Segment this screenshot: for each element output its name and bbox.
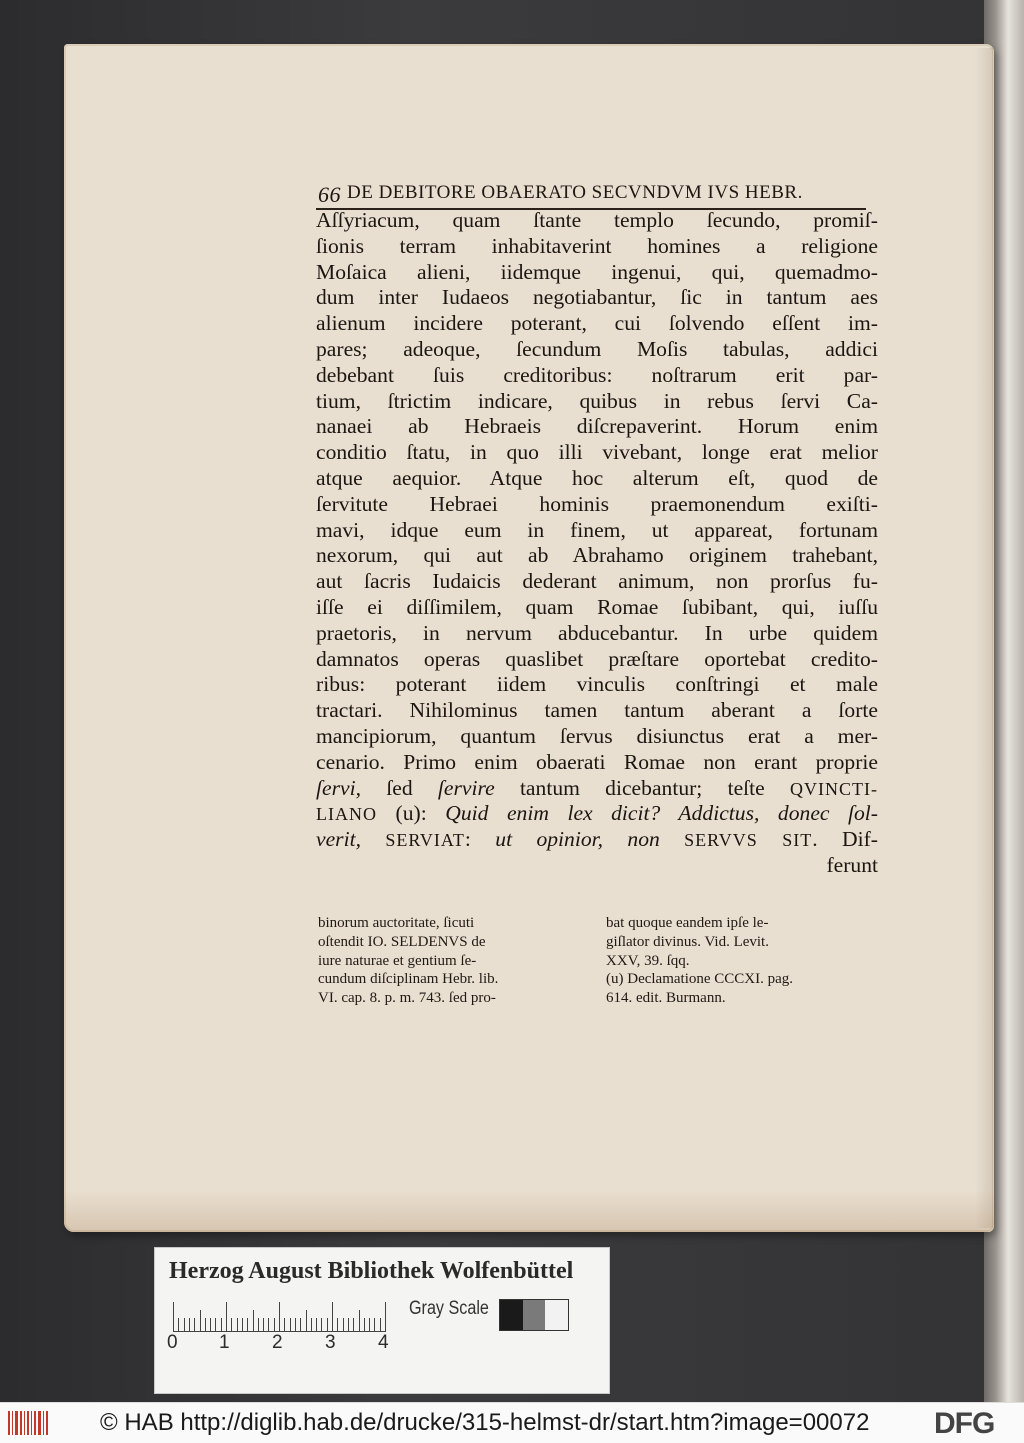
page-number: 66: [318, 182, 341, 207]
text-line: nanaei ab Hebraeis diſcrepaverint. Horum enim: [316, 414, 878, 439]
ruler-tick: [380, 1318, 381, 1332]
footnote-line: cundum diſciplinam Hebr. lib.: [318, 971, 499, 988]
text-line: damnatos operas quaslibet præſtare oportebat credito-: [316, 646, 878, 671]
footnote-line: 614. edit. Burmann.: [606, 990, 726, 1007]
text-run: . Dif-: [812, 827, 878, 852]
text-line: ribus: poterant iidem vinculis conſtringi et male: [316, 672, 878, 697]
text-run: tantum dicebantur; teſte: [494, 775, 791, 800]
ruler-tick: [300, 1318, 301, 1332]
ruler-tick: [253, 1310, 254, 1332]
footnote-line: VI. cap. 8. p. m. 743. ſed pro-: [318, 990, 496, 1007]
ruler-tick: [316, 1318, 317, 1332]
ruler-tick: [374, 1318, 375, 1332]
text-line: aut ſacris Iudaicis dederant animum, non prorſus fu-: [316, 569, 878, 594]
ruler-number: 1: [219, 1332, 230, 1353]
footnote-ref: (u):: [377, 801, 446, 826]
footnote-line: iure naturae et gentium ſe-: [318, 952, 477, 969]
ruler-tick: [258, 1318, 259, 1332]
text-line-quote: [316, 827, 878, 853]
barcode-bar: [38, 1411, 40, 1435]
ruler-number: 4: [378, 1332, 389, 1353]
footnote-right-column: [606, 914, 874, 1008]
copyright-url[interactable]: © HAB http://diglib.hab.de/drucke/315-helmst-dr/start.htm?image=00072: [100, 1409, 870, 1436]
text-line: debebant ſuis creditoribus: noſtrarum erit par-: [316, 362, 878, 387]
small-caps-word: SERVIAT: [385, 830, 465, 851]
barcode-bar: [20, 1411, 22, 1435]
ruler-tick: [205, 1318, 206, 1332]
small-caps-name: QVINCTI-: [790, 778, 878, 799]
gray-scale-label: Gray Scale: [409, 1298, 489, 1319]
ruler-tick: [242, 1318, 243, 1332]
text-run: :: [464, 827, 496, 852]
ruler-tick: [231, 1318, 232, 1332]
footnote-line: oſtendit IO. SELDENVS de: [318, 933, 486, 950]
barcode-bar: [34, 1411, 36, 1435]
small-caps-word: SERVVS SIT: [684, 830, 813, 851]
text-line: Moſaica alieni, iidemque ingenui, qui, quemadmo-: [316, 259, 878, 284]
ruler-tick: [332, 1302, 333, 1332]
footnote-line: XXV, 39. ſqq.: [606, 952, 690, 969]
ruler-tick: [194, 1318, 195, 1332]
catchword: ferunt: [826, 852, 878, 877]
ruler-tick: [306, 1310, 307, 1332]
gray-swatch: [545, 1300, 568, 1330]
dfg-logo: DFG: [934, 1407, 995, 1440]
ruler-tick: [268, 1318, 269, 1332]
gray-swatch: [523, 1300, 546, 1330]
ruler-number: 2: [272, 1332, 283, 1353]
main-text-block: [316, 208, 878, 879]
text-line: tractari. Nihilominus tamen tantum aberant a ſorte: [316, 698, 878, 723]
ruler-tick: [189, 1318, 190, 1332]
ruler-tick: [221, 1318, 222, 1332]
text-line: tium, ſtrictim indicare, quibus in rebus ſervi Ca-: [316, 388, 878, 413]
text-line: mavi, idque eum in finem, ut appareat, fortunam: [316, 517, 878, 542]
ruler-number: 0: [167, 1332, 178, 1353]
footnote-line: binorum auctoritate, ſicuti: [318, 915, 475, 931]
text-line-quote: [316, 801, 878, 827]
ruler-tick: [364, 1318, 365, 1332]
text-line: dum inter Iudaeos negotiabantur, ſic in tantum aes: [316, 285, 878, 310]
italic-word: ſervire: [437, 775, 495, 800]
barcode-bar: [46, 1411, 48, 1435]
quotation: ut opinior, non: [495, 827, 685, 852]
text-line: pares; adeoque, ſecundum Moſis tabulas, addici: [316, 336, 878, 361]
ruler-tick: [173, 1302, 174, 1332]
ruler-tick: [385, 1302, 386, 1332]
text-line: nexorum, qui aut ab Abrahamo originem trahebant,: [316, 543, 878, 568]
footnote-line: (u) Declamatione CCCXI. pag.: [606, 971, 794, 988]
ruler-tick: [263, 1318, 264, 1332]
ruler-tick: [284, 1318, 285, 1332]
footnote-line: bat quoque eandem ipſe le-: [606, 915, 769, 931]
footer-bar: [0, 1402, 1024, 1443]
ruler-tick: [311, 1318, 312, 1332]
quotation: Quid enim lex dicit? Addictus, donec ſol-: [445, 801, 878, 826]
italic-word: ſervi,: [316, 775, 361, 800]
ruler-tick: [343, 1318, 344, 1332]
text-line: alienum incidere poterant, cui ſolvendo eſſent im-: [316, 311, 878, 336]
library-color-card: [154, 1247, 610, 1394]
ruler-tick: [359, 1310, 360, 1332]
barcode-bar: [12, 1411, 13, 1435]
ruler-tick: [295, 1318, 296, 1332]
text-line: ſionis terram inhabitaverint homines a religione: [316, 233, 878, 258]
ruler-tick: [353, 1318, 354, 1332]
barcode-bar: [24, 1411, 25, 1435]
barcode-bar: [31, 1411, 32, 1435]
gray-swatch: [500, 1300, 523, 1330]
ruler-tick: [327, 1318, 328, 1332]
ruler-tick: [279, 1302, 280, 1332]
barcode-bar: [27, 1411, 29, 1435]
ruler-tick: [210, 1318, 211, 1332]
page-crease: [975, 48, 993, 1228]
gray-scale-swatches: [499, 1299, 569, 1331]
text-line: iſſe ei diſſimilem, quam Romae ſubibant, qui, iuſſu: [316, 594, 878, 619]
ruler-tick: [178, 1318, 179, 1332]
ruler-tick: [321, 1318, 322, 1332]
ruler-tick: [290, 1318, 291, 1332]
running-title: DE DEBITORE OBAERATO SECVNDVM IVS HEBR.: [347, 182, 803, 203]
text-line: cenario. Primo enim obaerati Romae non erant proprie: [316, 749, 878, 774]
text-line: ſervitute Hebraei hominis praemonendum exiſti-: [316, 491, 878, 516]
ruler-tick: [247, 1318, 248, 1332]
library-name: Herzog August Bibliothek Wolfenbüttel: [169, 1258, 574, 1284]
page-bottom-edge: [64, 1190, 994, 1232]
footnote-left-column: [318, 914, 588, 1008]
text-line: conditio ſtatu, in quo illi vivebant, longe erat melior: [316, 440, 878, 465]
text-line: atque aequior. Atque hoc alterum eſt, quod de: [316, 465, 878, 490]
library-barcode-icon: [8, 1411, 48, 1435]
ruler-tick: [184, 1318, 185, 1332]
ruler-tick: [200, 1310, 201, 1332]
scale-ruler: [173, 1298, 385, 1332]
text-run: ſed: [360, 775, 438, 800]
ruler-tick: [226, 1302, 227, 1332]
ruler-tick: [337, 1318, 338, 1332]
barcode-bar: [15, 1411, 17, 1435]
ruler-tick: [348, 1318, 349, 1332]
quotation: verit,: [316, 827, 386, 852]
barcode-bar: [43, 1411, 44, 1435]
ruler-tick: [215, 1318, 216, 1332]
small-caps-name: LIANO: [316, 804, 377, 825]
ruler-tick: [237, 1318, 238, 1332]
ruler-number: 3: [325, 1332, 336, 1353]
text-line: mancipiorum, quantum ſervus disiunctus erat a mer-: [316, 723, 878, 748]
text-line: Aſſyriacum, quam ſtante templo ſecundo, promiſ-: [316, 208, 878, 232]
ruler-tick: [274, 1318, 275, 1332]
running-header: [318, 182, 863, 208]
text-line-italic: [316, 776, 878, 802]
footnote-line: giſlator divinus. Vid. Levit.: [606, 933, 769, 950]
text-line: praetoris, in nervum abducebantur. In urbe quidem: [316, 620, 878, 645]
ruler-tick: [369, 1318, 370, 1332]
barcode-bar: [8, 1411, 10, 1435]
